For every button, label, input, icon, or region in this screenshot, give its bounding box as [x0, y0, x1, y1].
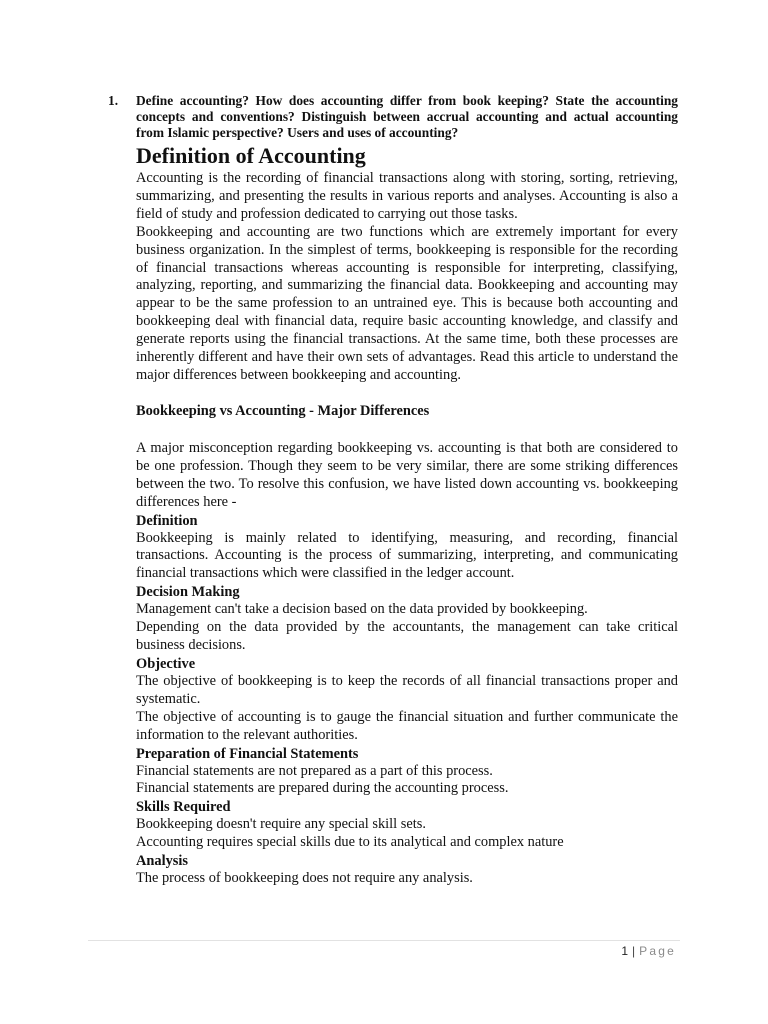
difference-section-objective — [136, 655, 678, 745]
difference-section-skills — [136, 798, 678, 852]
question-text: Define accounting? How does accounting differ from book keeping? State the accounting concepts and conventions? Distinguish between accrual accounting and actual accounting from Islamic perspective? Users and uses of accounting? — [136, 93, 678, 141]
section-heading: Definition — [136, 512, 198, 529]
section-text: Management can't take a decision based on the data provided by bookkeeping. — [136, 601, 588, 618]
section-text: Accounting requires special skills due to its analytical and complex nature — [136, 834, 564, 851]
question-item — [108, 93, 678, 142]
section-heading: Decision Making — [136, 584, 240, 601]
section-heading: Analysis — [136, 853, 188, 870]
page-title: Definition of Accounting — [136, 143, 366, 168]
footer-separator: | — [632, 944, 636, 958]
section-text: Bookkeeping doesn't require any special skill sets. — [136, 816, 426, 833]
difference-section-analysis — [136, 852, 678, 888]
section-text: The objective of bookkeeping is to keep the records of all financial transactions proper and systematic. — [136, 672, 678, 707]
section-text: The objective of accounting is to gauge the financial situation and further communicate the information to the relevant authorities. — [136, 708, 678, 743]
footer-divider — [88, 940, 680, 941]
section-heading: Skills Required — [136, 799, 231, 816]
misconception-paragraph: A major misconception regarding bookkeeping vs. accounting is that both are considered to be one profession. Though they seem to be very similar, there are some striking differences between the two. To resolve this confusion, we have listed down accounting vs. bookkeeping differences here - — [136, 439, 678, 510]
section-subtitle: Bookkeeping vs Accounting - Major Differences — [136, 402, 430, 419]
difference-section-definition — [136, 512, 678, 584]
section-heading: Preparation of Financial Statements — [136, 745, 359, 762]
section-text: Financial statements are prepared during the accounting process. — [136, 780, 509, 797]
section-text: Depending on the data provided by the accountants, the management can take critical business decisions. — [136, 619, 678, 654]
difference-section-financial-statements — [136, 745, 678, 799]
page-footer — [621, 944, 676, 958]
section-text: Financial statements are not prepared as a part of this process. — [136, 762, 493, 779]
intro-paragraph: Bookkeeping and accounting are two functions which are extremely important for every business organization. In the simplest of terms, bookkeeping is responsible for the recording of financial transactions whereas accounting is responsible for interpreting, classifying, analyzing, reporting, and summarizing the financial data. Bookkeeping and accounting may appear to be the same profession to an untrained eye. This is because both accounting and bookkeeping deal with financial data, require basic accounting knowledge, and classify and generate reports using the financial transactions. At the same time, both these processes are inherently different and have their own sets of advantages. Read this article to understand the major differences between bookkeeping and accounting. — [136, 223, 678, 383]
question-number: 1. — [108, 93, 119, 108]
section-text: The process of bookkeeping does not require any analysis. — [136, 870, 473, 887]
page-label: Page — [639, 944, 676, 958]
document-body — [136, 143, 678, 888]
difference-section-decision-making — [136, 583, 678, 655]
section-heading: Objective — [136, 655, 196, 672]
page-number: 1 — [621, 944, 629, 958]
section-text: Bookkeeping is mainly related to identifying, measuring, and recording, financial transactions. Accounting is the process of summarizing, interpreting, and communicating financial transactions which were classified in the ledger account. — [136, 529, 678, 582]
intro-paragraph: Accounting is the recording of financial transactions along with storing, sorting, retrieving, summarizing, and presenting the results in various reports and analyses. Accounting is also a field of study and profession dedicated to carrying out those tasks. — [136, 170, 678, 222]
